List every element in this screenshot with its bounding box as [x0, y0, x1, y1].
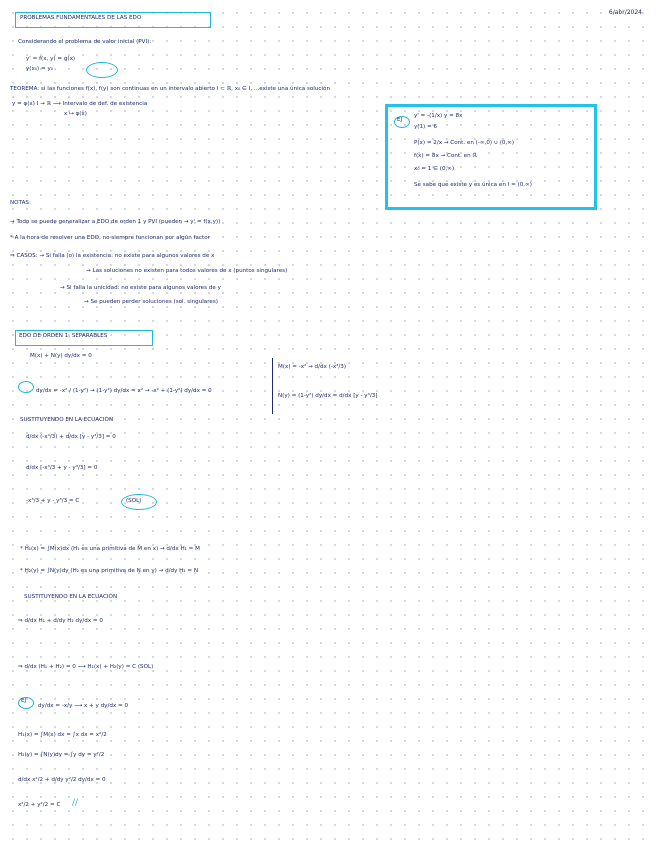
intro-text: Considerando el problema de valor inicial (PVI):	[18, 39, 152, 45]
date: 6/abr/2024	[608, 9, 642, 16]
note-5: → Si falla la unicidad: no existe para algunos valores de y	[60, 285, 221, 291]
theorem-text: TEOREMA: si las funciones f(x), f(y) son continuas en un intervalo abierto I ⊂ ℝ, x₀ ∈ I, ...existe una única solución	[10, 86, 331, 92]
ej3-line-5: x²/2 + y²/2 = C	[18, 802, 61, 808]
pvi-line-1: y' = f(x, y) = g(x)	[26, 56, 76, 62]
theorem-line-2: y = φ(x) I → ℝ ⟶ Intervalo de def. de existencia	[12, 101, 148, 107]
general2-line-1: ⇒ d/dx H₁ + d/dy H₂ dy/dx = 0	[18, 618, 103, 624]
ej3-line-1: dy/dx = -x/y ⟶ x + y dy/dx = 0	[38, 703, 128, 709]
example-line-3: P(x) = 2/x → Cont. en (-∞,0) ∪ (0,∞)	[414, 140, 515, 146]
separable-equation: M(x) + N(y) dy/dx = 0	[30, 353, 92, 359]
general2-title: SUSTITUYENDO EN LA ECUACIÓN	[24, 594, 118, 600]
ej3-line-3: H₂(y) = ∫N(y)dy = ∫y dy = y²/2	[18, 752, 105, 758]
highlight-circle	[86, 62, 118, 78]
work-line-3: -x³/3 + y - y³/3 = C	[26, 498, 80, 504]
general2-line-2: ⇒ d/dx (H₁ + H₂) = 0 ⟶ H₁(x) + H₂(y) = C (SOL)	[18, 664, 154, 670]
note-2: * A la hora de resolver una EDO, no siempre funcionan por algún factor	[10, 235, 210, 241]
work-line-2: d/dx [-x³/3 + y - y³/3] = 0	[26, 465, 98, 471]
note-4: → Las soluciones no existen para todos valores de x (puntos singulares)	[86, 268, 288, 274]
end-mark: //	[72, 798, 79, 808]
general-2: * H₂(y) = ∫N(y)dy (H₂ es una primitiva de N en y) → d/dy H₂ = N	[20, 568, 199, 574]
pvi-line-2: y(x₀) = y₀	[26, 66, 54, 72]
page-title: PROBLEMAS FUNDAMENTALES DE LAS EDO	[20, 15, 142, 21]
example-line-6: Se sabe que existe y es única en I = (0,∞)	[414, 182, 532, 188]
example-line-1: y' = -(1/x) y = 8x	[414, 113, 463, 119]
example-label: EJ	[397, 117, 403, 123]
section2-title: EDO DE ORDEN 1, SEPARABLES	[19, 333, 108, 339]
ej2-equation: dy/dx = -x² / (1-y²) → (1-y²) dy/dx = x² → -x² + (1-y²) dy/dx = 0	[36, 388, 212, 394]
side-eq-1: M(x) = -x² → d/dx (-x³/3)	[278, 364, 347, 370]
divider-line	[272, 358, 273, 414]
general-1: * H₁(x) = ∫M(x)dx (H₁ es una primitiva de M en x) → d/dx H₁ = M	[20, 546, 200, 552]
example-line-5: x₀ = 1 ∈ (0,∞)	[414, 166, 455, 172]
example-line-2: y(1) = 6	[414, 124, 438, 130]
notes-title: NOTAS:	[10, 200, 31, 206]
note-3: ⇒ CASOS: → Si falla (o) la existencia: no existe para algunos valores de x	[10, 253, 215, 259]
ej3-line-2: H₁(x) = ∫M(x) dx = ∫x dx = x²/2	[18, 732, 107, 738]
ej3-line-4: d/dx x²/2 + d/dy y²/2 dy/dx = 0	[18, 777, 106, 783]
theorem-line-3: x ↦ φ(x)	[64, 111, 87, 117]
example-line-4: f(x) = 8x → Cont. en ℝ	[414, 153, 477, 159]
work-title: SUSTITUYENDO EN LA ECUACIÓN	[20, 417, 114, 423]
work-line-1: d/dx (-x³/3) + d/dx [y - y³/3] = 0	[26, 434, 116, 440]
side-eq-2: N(y) = (1-y²) dy/dx = d/dx [y - y³/3]	[278, 393, 378, 399]
ej2-label-circle	[18, 381, 34, 393]
ej3-label: EJ	[21, 698, 27, 704]
sol-label: (SOL)	[126, 498, 142, 504]
note-6: → Se pueden perder soluciones (sol. singulares)	[84, 299, 218, 305]
note-1: → Todo se puede generalizar a EDO de orden 1 y PVI (pueden → y' = f(x,y))	[10, 219, 221, 225]
